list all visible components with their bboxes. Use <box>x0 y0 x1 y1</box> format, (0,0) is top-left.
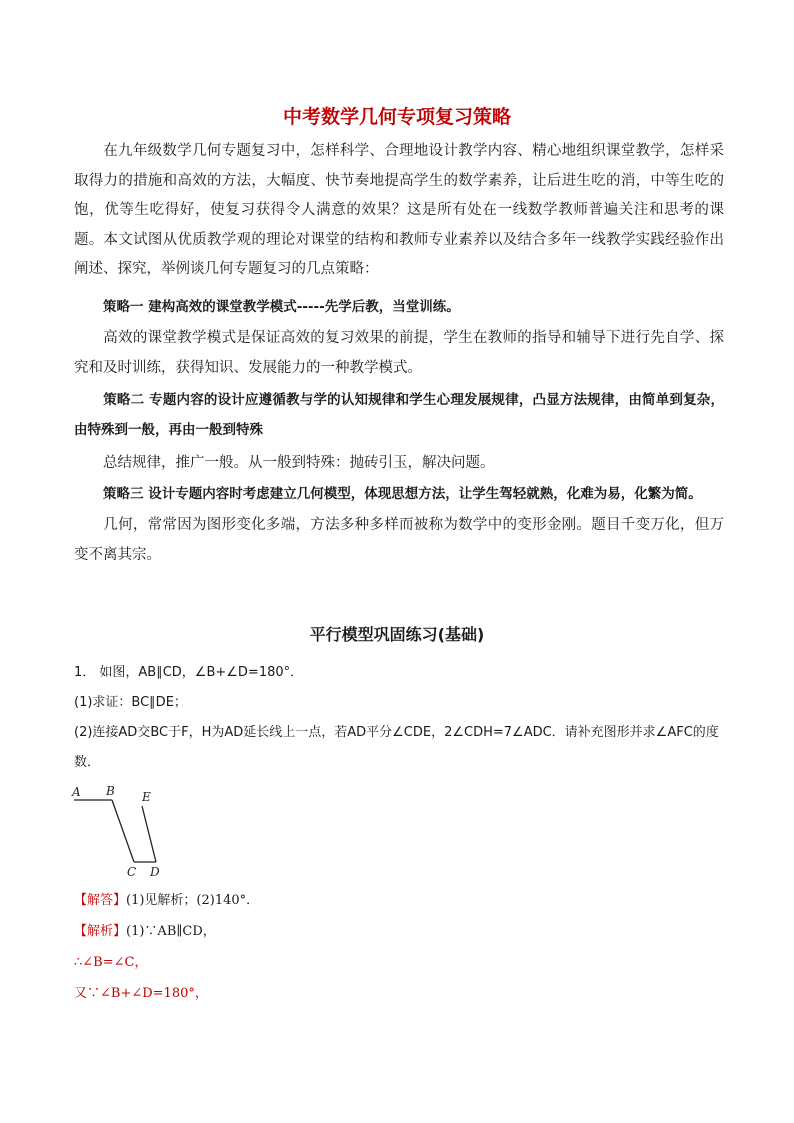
strategy-1-text: 策略一 建构高效的课堂教学模式-----先学后教，当堂训练。 <box>103 299 460 315</box>
strategy-1-body: 高效的课堂教学模式是保证高效的复习效果的前提，学生在教师的指导和辅导下进行先自学、探究和及时训练，获得知识、发展能力的一种教学模式。 <box>74 330 724 376</box>
intro-paragraph <box>74 137 724 285</box>
strategy-1-heading <box>74 293 724 323</box>
geometry-figure <box>66 780 176 880</box>
strategy-3-heading <box>74 480 724 510</box>
question-line-1: 1． 如图，AB∥CD，∠B+∠D=180°． <box>74 665 304 680</box>
label-a: A <box>72 785 81 799</box>
answer-tag: 【解答】 <box>74 893 127 908</box>
answer-line <box>74 886 724 916</box>
segment-bc <box>112 800 134 862</box>
label-e: E <box>142 790 151 804</box>
analysis-line-3: 又∵∠B+∠D=180°， <box>74 986 208 1001</box>
page-title: 中考数学几何专项复习策略 <box>282 106 511 128</box>
label-b: B <box>106 784 115 798</box>
strategy-2-body: 总结规律，推广一般。从一般到特殊：抛砖引玉，解决问题。 <box>103 455 495 471</box>
strategy-2-text: 策略二 专题内容的设计应遵循教与学的认知规律和学生心理发展规律，凸显方法规律，由简单到复杂，由特殊到一般，再由一般到特殊 <box>74 392 724 438</box>
analysis-line-1 <box>74 917 724 947</box>
question-part-1: (1)求证：BC∥DE； <box>74 695 187 710</box>
analysis-line-2: ∴∠B=∠C， <box>74 955 148 970</box>
analysis-text-1: (1)∵AB∥CD， <box>126 924 216 939</box>
intro-text: 在九年级数学几何专题复习中，怎样科学、合理地设计教学内容、精心地组织课堂教学，怎样采取得力的措施和高效的方法，大幅度、快节奏地提高学生的数学素养，让后进生吃的消，中等生吃的饱，优等生吃得好，使复习获得令人满意的效果？这是所有处在一线数学教师普遍关注和思考的课题。本文试图从优质教学观的理论对课堂的结构和教师专业素养以及结合多年一线教学实践经验作出阐述、探究，举例谈几何专题复习的几点策略： <box>74 143 724 277</box>
answer-text: (1)见解析；(2)140°． <box>126 893 260 908</box>
question-part-2: (2)连接AD交BC于F，H为AD延长线上一点，若AD平分∠CDE，2∠CDH=7∠ADC．请补充图形并求∠AFC的度数． <box>74 725 719 770</box>
strategy-3-text: 策略三 设计专题内容时考虑建立几何模型，体现思想方法，让学生驾轻就熟，化难为易，化繁为简。 <box>103 486 702 502</box>
strategy-1-paragraph <box>74 324 724 383</box>
label-d: D <box>150 865 160 879</box>
strategy-3-paragraph <box>74 511 724 570</box>
strategy-2-heading <box>74 386 724 445</box>
section-title: 平行模型巩固练习(基础) <box>309 625 485 644</box>
analysis-tag: 【解析】 <box>74 924 127 939</box>
label-c: C <box>127 865 137 879</box>
strategy-3-body: 几何，常常因为图形变化多端，方法多种多样而被称为数学中的变形金刚。题目千变万化，但万变不离其宗。 <box>74 517 724 563</box>
segment-de <box>142 806 156 862</box>
strategy-2-paragraph <box>74 449 724 479</box>
